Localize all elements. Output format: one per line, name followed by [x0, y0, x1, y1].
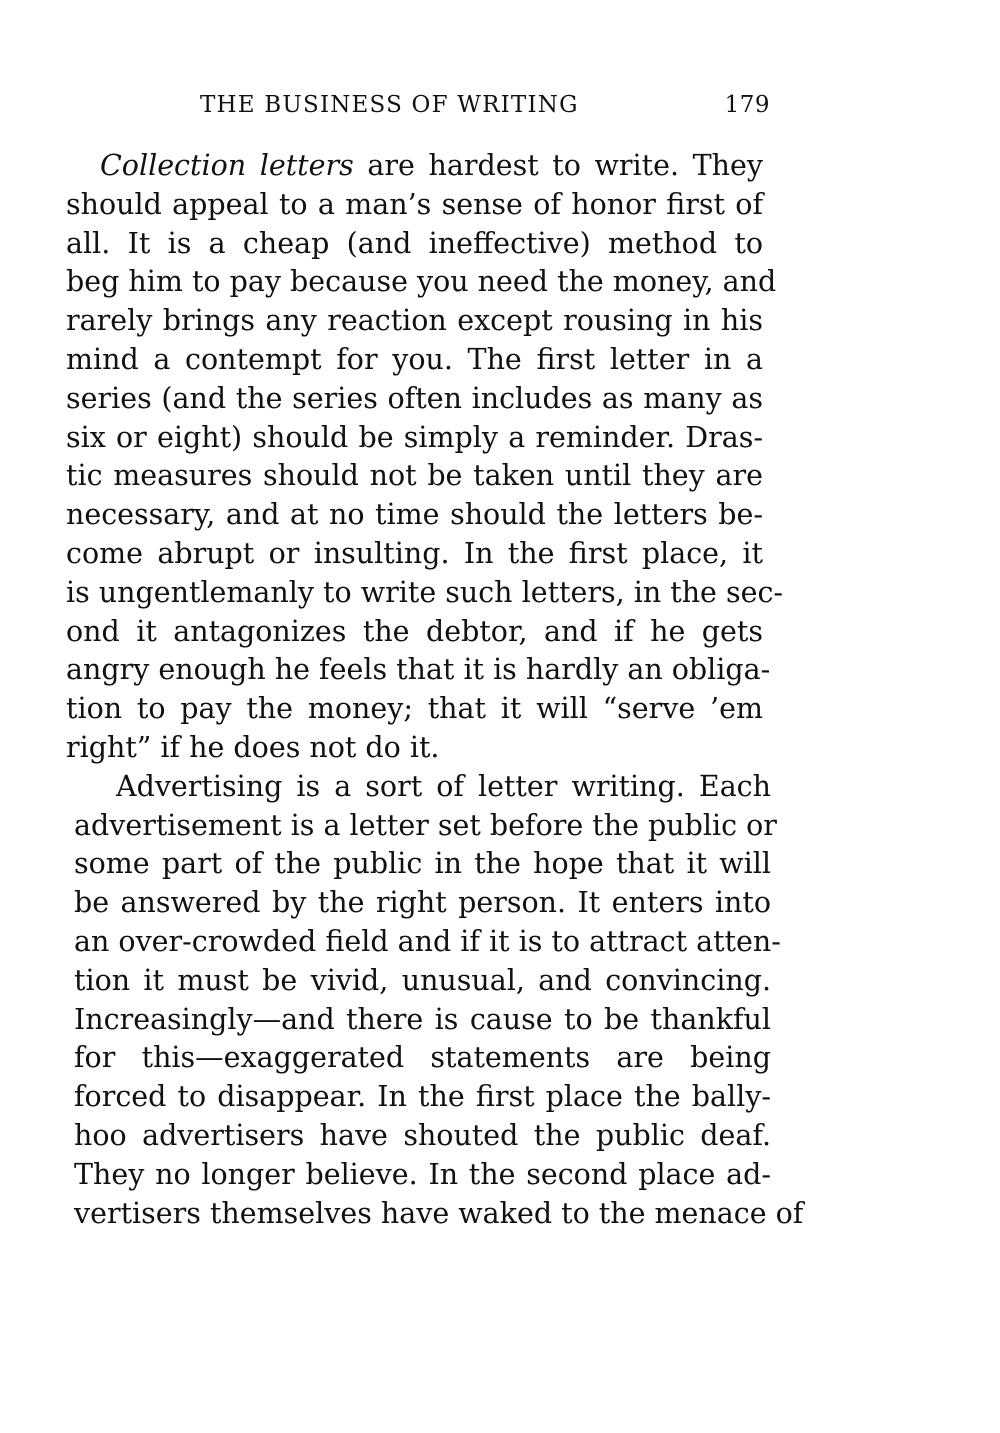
- text-line: for this—exaggerated statements are being: [74, 1041, 771, 1075]
- italic-lead: Collection letters: [100, 149, 354, 182]
- text-line: rarely brings any reaction except rousing in his: [66, 304, 763, 338]
- page-number: 179: [724, 92, 770, 118]
- text-line: all. It is a cheap (and ineffective) method to: [66, 226, 763, 260]
- text-line: beg him to pay because you need the money, and: [66, 265, 777, 299]
- text-line: some part of the public in the hope that it will: [74, 847, 771, 881]
- running-title: THE BUSINESS OF WRITING: [200, 92, 579, 118]
- text-line: should appeal to a man’s sense of honor first of: [66, 187, 763, 221]
- text-line: six or eight) should be simply a reminder. Dras-: [66, 420, 763, 454]
- text-line: mind a contempt for you. The first letter in a: [66, 343, 763, 376]
- text-line: tion to pay the money; that it will “serve ’em: [66, 692, 763, 726]
- text-line: tion it must be vivid, unusual, and convincing.: [74, 963, 771, 997]
- text-line: hoo advertisers have shouted the public deaf.: [74, 1119, 771, 1152]
- text-line: Collection letters are hardest to write. They: [100, 149, 763, 182]
- text-line: angry enough he feels that it is hardly an obliga-: [66, 653, 771, 687]
- text-line: tic measures should not be taken until they are: [66, 459, 763, 493]
- text-line: right” if he does not do it.: [66, 731, 440, 764]
- text-line: ond it antagonizes the debtor, and if he gets: [66, 614, 763, 648]
- text-line: be answered by the right person. It enters into: [74, 886, 771, 920]
- text-line: come abrupt or insulting. In the first place, it: [66, 537, 763, 570]
- text-line: is ungentlemanly to write such letters, in the sec-: [66, 575, 784, 609]
- text-line: Advertising is a sort of letter writing. Each: [116, 769, 771, 803]
- text-line: vertisers themselves have waked to the menace of: [74, 1196, 804, 1230]
- text-line: an over-crowded field and if it is to attract atten-: [74, 925, 781, 958]
- text-line: series (and the series often includes as many as: [66, 381, 763, 415]
- text-line: forced to disappear. In the first place the bally-: [74, 1080, 771, 1114]
- text-line: Increasingly—and there is cause to be thankful: [74, 1002, 771, 1036]
- text-line: They no longer believe. In the second place ad-: [74, 1157, 771, 1191]
- running-header: [200, 92, 770, 132]
- text-line: advertisement is a letter set before the public or: [74, 808, 777, 842]
- text-line: necessary, and at no time should the letters be-: [66, 498, 763, 532]
